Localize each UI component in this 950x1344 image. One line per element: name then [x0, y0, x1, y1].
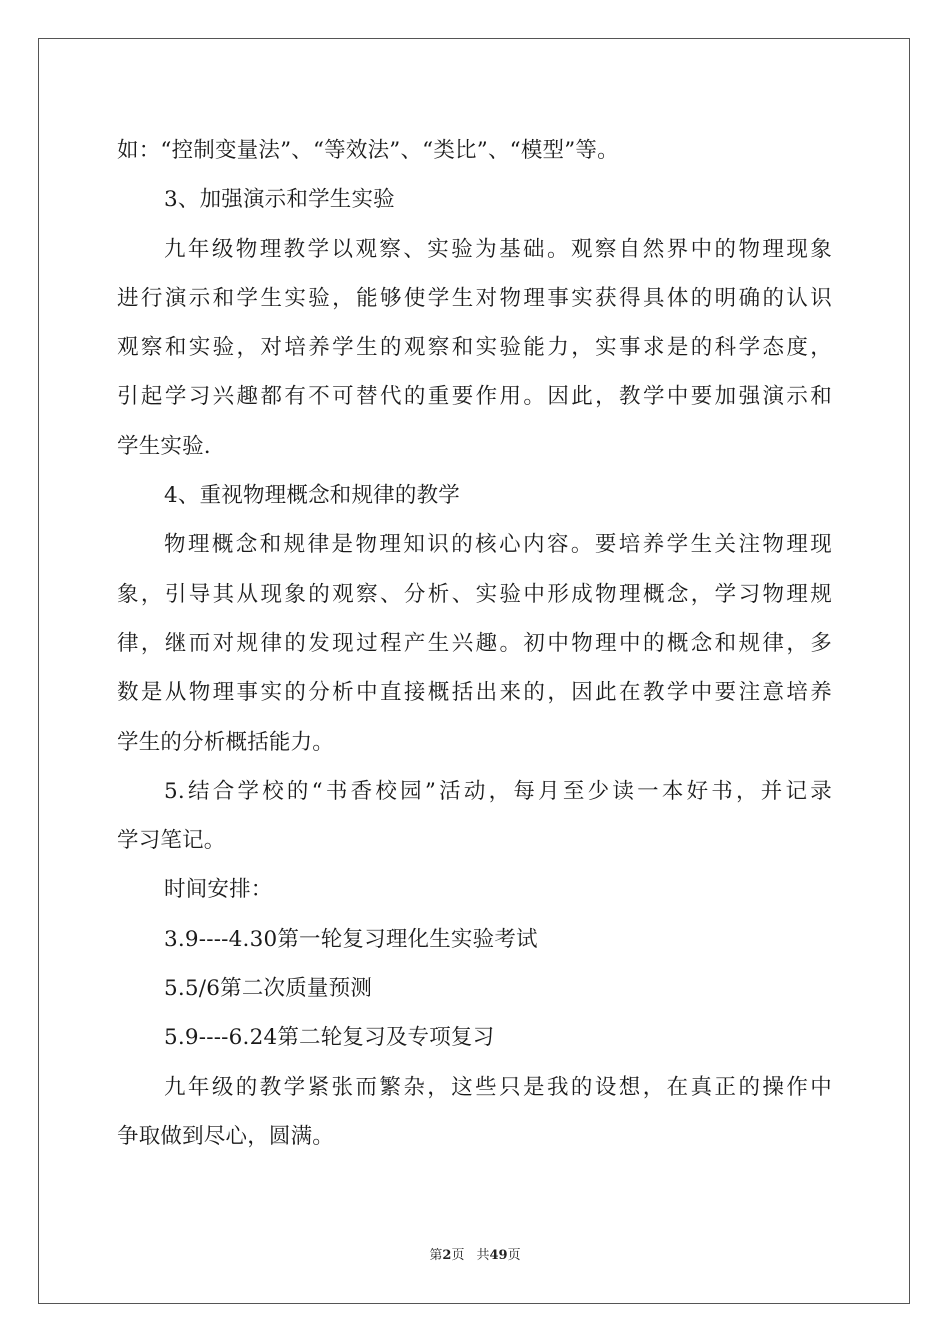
text-line: 学生实验. [117, 433, 211, 459]
text-line: 如：“控制变量法”、“等效法”、“类比”、“模型”等。 [117, 138, 619, 163]
schedule-item: 5.9----6.24第二轮复习及专项复习 [164, 1025, 495, 1051]
text-line: 象，引导其从现象的观察、分析、实验中形成物理概念，学习物理规 [117, 581, 832, 607]
current-page-number: 2 [442, 1248, 452, 1263]
text-line: 九年级物理教学以观察、实验为基础。观察自然界中的物理现象 [164, 236, 832, 262]
text-line: 引起学习兴趣都有不可替代的重要作用。因此，教学中要加强演示和 [117, 384, 832, 410]
section-heading: 4、重视物理概念和规律的教学 [164, 483, 460, 509]
text-line: 学生的分析概括能力。 [117, 729, 335, 755]
text-line: 物理概念和规律是物理知识的核心内容。要培养学生关注物理现 [164, 532, 832, 558]
text-line: 数是从物理事实的分析中直接概括出来的，因此在教学中要注意培养 [117, 680, 832, 706]
text-line: 学习笔记。 [117, 828, 226, 854]
document-body [117, 126, 832, 1161]
text-line: 九年级的教学紧张而繁杂，这些只是我的设想，在真正的操作中 [164, 1074, 832, 1100]
schedule-heading: 时间安排： [164, 877, 273, 903]
page-footer [0, 1246, 950, 1266]
page-suffix: 页 [451, 1248, 465, 1263]
text-line: 争取做到尽心，圆满。 [117, 1123, 335, 1149]
total-page-count: 49 [489, 1248, 508, 1263]
text-line: 5.结合学校的“书香校园”活动，每月至少读一本好书，并记录 [164, 778, 832, 804]
schedule-item: 5.5/6第二次质量预测 [164, 976, 373, 1002]
text-line: 进行演示和学生实验，能够使学生对物理事实获得具体的明确的认识 [117, 285, 832, 311]
text-line: 观察和实验，对培养学生的观察和实验能力，实事求是的科学态度， [117, 335, 832, 361]
schedule-item: 3.9----4.30第一轮复习理化生实验考试 [164, 926, 538, 952]
text-line: 律，继而对规律的发现过程产生兴趣。初中物理中的概念和规律，多 [117, 630, 832, 656]
total-suffix: 页 [507, 1248, 521, 1263]
page-prefix: 第 [429, 1248, 443, 1263]
total-prefix: 共 [476, 1248, 490, 1263]
section-heading: 3、加强演示和学生实验 [164, 187, 395, 213]
